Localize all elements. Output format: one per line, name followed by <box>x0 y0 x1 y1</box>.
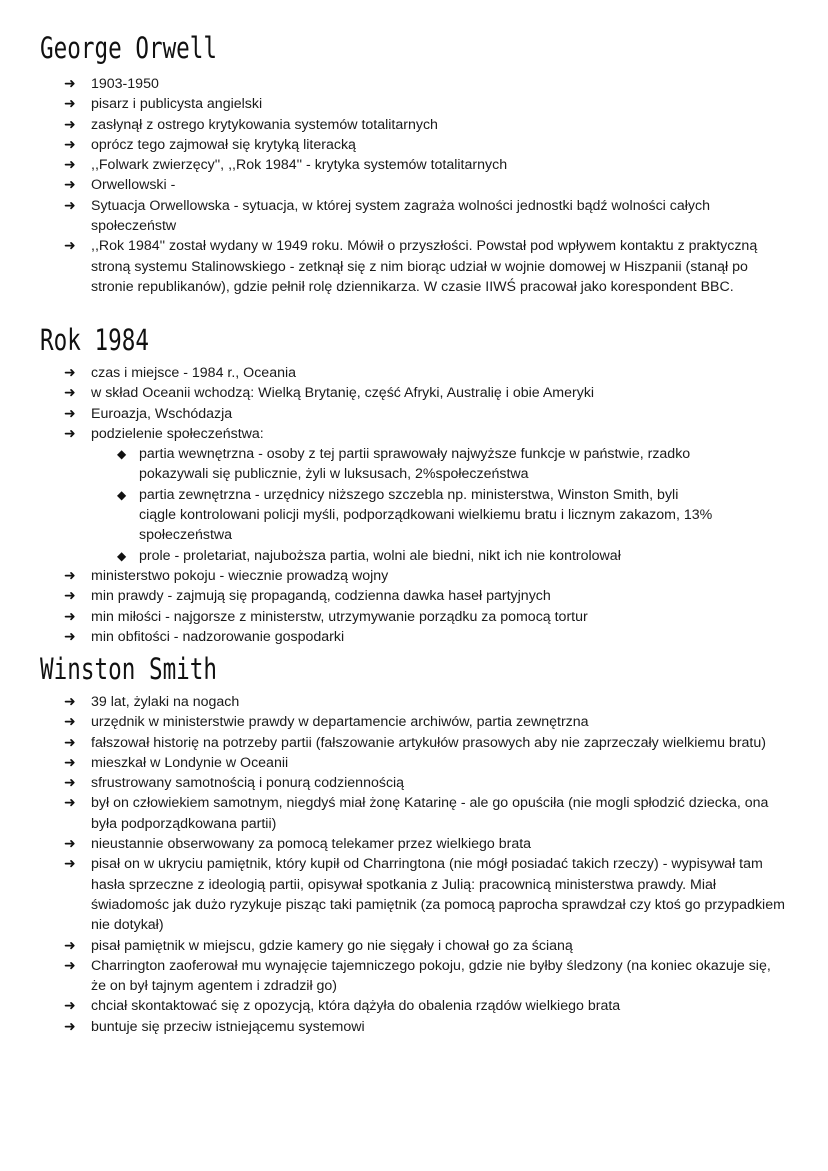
list-item: ➜ 39 lat, żylaki na nogach <box>0 692 828 712</box>
arrow-bullet-icon: ➜ <box>64 385 76 402</box>
arrow-bullet-icon: ➜ <box>64 714 76 731</box>
list-item: ➜ sfrustrowany samotnością i ponurą codziennością <box>0 773 828 793</box>
arrow-bullet-icon: ➜ <box>64 96 76 113</box>
heading-george-orwell: George Orwell <box>40 31 218 65</box>
arrow-bullet-icon: ➜ <box>64 405 76 422</box>
list-item: ➜ fałszował historię na potrzeby partii (fałszowanie artykułów prasowych aby nie zaprzeczały wielkiemu bratu) <box>0 733 828 753</box>
arrow-bullet-icon: ➜ <box>64 754 76 771</box>
list-item: ➜ podzielenie społeczeństwa: ◆ partia wewnętrzna - osoby z tej partii sprawowały najwyższe funkcje w państwie, rzadko pokazywali się publicznie, żyli w luksusach, 2%społeczeństwa ◆ partia zewnętrzna - urzędnicy niższego szczebla np. ministerstwa, Winston Smith, byli ciągle kontrolowani policji myśli, podporządkowani wielkiemu bratu i licznym zakazom, 13% społeczeństwa ◆ prole - proletariat, najuboższa partia, wolni ale biedni, nikt ich nie kontrolował <box>0 424 828 566</box>
arrow-bullet-icon: ➜ <box>64 1018 76 1035</box>
heading-winston-smith: Winston Smith <box>40 652 218 686</box>
arrow-bullet-icon: ➜ <box>64 734 76 751</box>
list-item: ➜ pisał on w ukryciu pamiętnik, który kupił od Charringtona (nie mógł posiadać takich rzeczy) - wypisywał tam hasła sprzeczne z ideologią partii, opisywał spotkania z Julią: pracownicą ministerstwa prawdy. Miał świadomośc jak dużo ryzykuje pisząc taki pamiętnik (za pomocą paprocha sprawdzał czy ktoś go przypadkiem nie dotykał) <box>64 856 785 934</box>
arrow-bullet-icon: ➜ <box>64 197 76 214</box>
list-item: ➜ ,,Rok 1984'' został wydany w 1949 roku. Mówił o przyszłości. Powstał pod wpływem kontaktu z praktyczną stroną systemu Stalinowskiego - zetknął się z nim biorąc udział w wojnie domowej w Hiszpanii (stanął po stronie republikanów), gdzie pełnił rolę dziennikarza. W czasie IIWŚ pracował jako korespondent BBC. <box>64 238 758 295</box>
list-item: ➜ Euroazja, Wschódazja <box>0 404 828 424</box>
arrow-bullet-icon: ➜ <box>64 998 76 1015</box>
list-item: ➜ czas i miejsce - 1984 r., Oceania <box>0 363 828 383</box>
list-item: ➜ chciał skontaktować się z opozycją, która dążyła do obalenia rządów wielkiego brata <box>0 996 828 1016</box>
sublist-item: ◆ prole - proletariat, najuboższa partia, wolni ale biedni, nikt ich nie kontrolował <box>0 546 788 566</box>
list-item: ➜ urzędnik w ministerstwie prawdy w departamencie archiwów, partia zewnętrzna <box>0 712 828 732</box>
list-item: ➜ mieszkał w Londynie w Oceanii <box>0 753 828 773</box>
arrow-bullet-icon: ➜ <box>64 795 76 812</box>
list-item: ➜ pisał pamiętnik w miejscu, gdzie kamery go nie sięgały i chował go za ścianą <box>0 936 828 956</box>
list-item: ➜ ministerstwo pokoju - wiecznie prowadzą wojny <box>0 566 828 586</box>
arrow-bullet-icon: ➜ <box>64 425 76 442</box>
diamond-bullet-icon: ◆ <box>117 548 127 563</box>
list-item: ➜ min miłości - najgorsze z ministerstw, utrzymywanie porządku za pomocą tortur <box>0 607 828 627</box>
list-item: ➜ był on człowiekiem samotnym, niegdyś miał żonę Katarinę - ale go opuściła (nie mogli spłodzić dziecka, ona była podporządkowana partii) <box>64 795 769 832</box>
arrow-bullet-icon: ➜ <box>64 608 76 625</box>
arrow-bullet-icon: ➜ <box>64 177 76 194</box>
list-item: ➜ zasłynął z ostrego krytykowania systemów totalitarnych <box>0 115 828 135</box>
list-item: ➜ ,,Folwark zwierzęcy'', ,,Rok 1984'' - krytyka systemów totalitarnych <box>0 155 828 175</box>
arrow-bullet-icon: ➜ <box>64 588 76 605</box>
list-item: ➜ buntuje się przeciw istniejącemu systemowi <box>0 1017 828 1037</box>
list-item: ➜ oprócz tego zajmował się krytyką literacką <box>0 135 828 155</box>
list-item: ➜ nieustannie obserwowany za pomocą telekamer przez wielkiego brata <box>0 834 828 854</box>
arrow-bullet-icon: ➜ <box>64 628 76 645</box>
diamond-bullet-icon: ◆ <box>117 487 127 502</box>
list-item: ➜ w skład Oceanii wchodzą: Wielką Brytanię, część Afryki, Australię i obie Ameryki <box>0 383 828 403</box>
list-item: ➜ Orwellowski - <box>0 175 828 195</box>
list-winston-smith <box>0 692 828 1037</box>
arrow-bullet-icon: ➜ <box>64 116 76 133</box>
arrow-bullet-icon: ➜ <box>64 136 76 153</box>
arrow-bullet-icon: ➜ <box>64 694 76 710</box>
arrow-bullet-icon: ➜ <box>64 157 76 174</box>
arrow-bullet-icon: ➜ <box>64 567 76 584</box>
sublist-society <box>91 444 788 566</box>
arrow-bullet-icon: ➜ <box>64 937 76 954</box>
list-rok-1984 <box>0 363 828 647</box>
list-george-orwell <box>0 74 828 297</box>
arrow-bullet-icon: ➜ <box>64 238 76 255</box>
list-item: ➜ min obfitości - nadzorowanie gospodarki <box>0 627 828 647</box>
arrow-bullet-icon: ➜ <box>64 365 76 381</box>
arrow-bullet-icon: ➜ <box>64 76 76 92</box>
arrow-bullet-icon: ➜ <box>64 957 76 974</box>
list-item: ➜ pisarz i publicysta angielski <box>0 94 828 114</box>
arrow-bullet-icon: ➜ <box>64 856 76 873</box>
arrow-bullet-icon: ➜ <box>64 775 76 792</box>
list-item: ➜ 1903-1950 <box>0 74 828 94</box>
sublist-item: ◆ partia wewnętrzna - osoby z tej partii sprawowały najwyższe funkcje w państwie, rzadko pokazywali się publicznie, żyli w luksusach, 2%społeczeństwa <box>117 446 691 483</box>
heading-rok-1984: Rok 1984 <box>40 323 149 357</box>
diamond-bullet-icon: ◆ <box>117 447 127 462</box>
list-item: ➜ Sytuacja Orwellowska - sytuacja, w której system zagraża wolności jednostki bądź wolności całych społeczeństw <box>64 197 710 235</box>
sublist-item: ◆ partia zewnętrzna - urzędnicy niższego szczebla np. ministerstwa, Winston Smith, byli ciągle kontrolowani policji myśli, podporządkowani wielkiemu bratu i licznym zakazom, 13% społeczeństwa <box>117 486 713 544</box>
list-item: ➜ Charrington zaoferował mu wynajęcie tajemniczego pokoju, gdzie nie byłby śledzony (na koniec okazuje się, że on był tajnym agentem i zdradził go) <box>64 957 771 995</box>
arrow-bullet-icon: ➜ <box>64 836 76 853</box>
list-item: ➜ min prawdy - zajmują się propagandą, codzienna dawka haseł partyjnych <box>0 586 828 606</box>
